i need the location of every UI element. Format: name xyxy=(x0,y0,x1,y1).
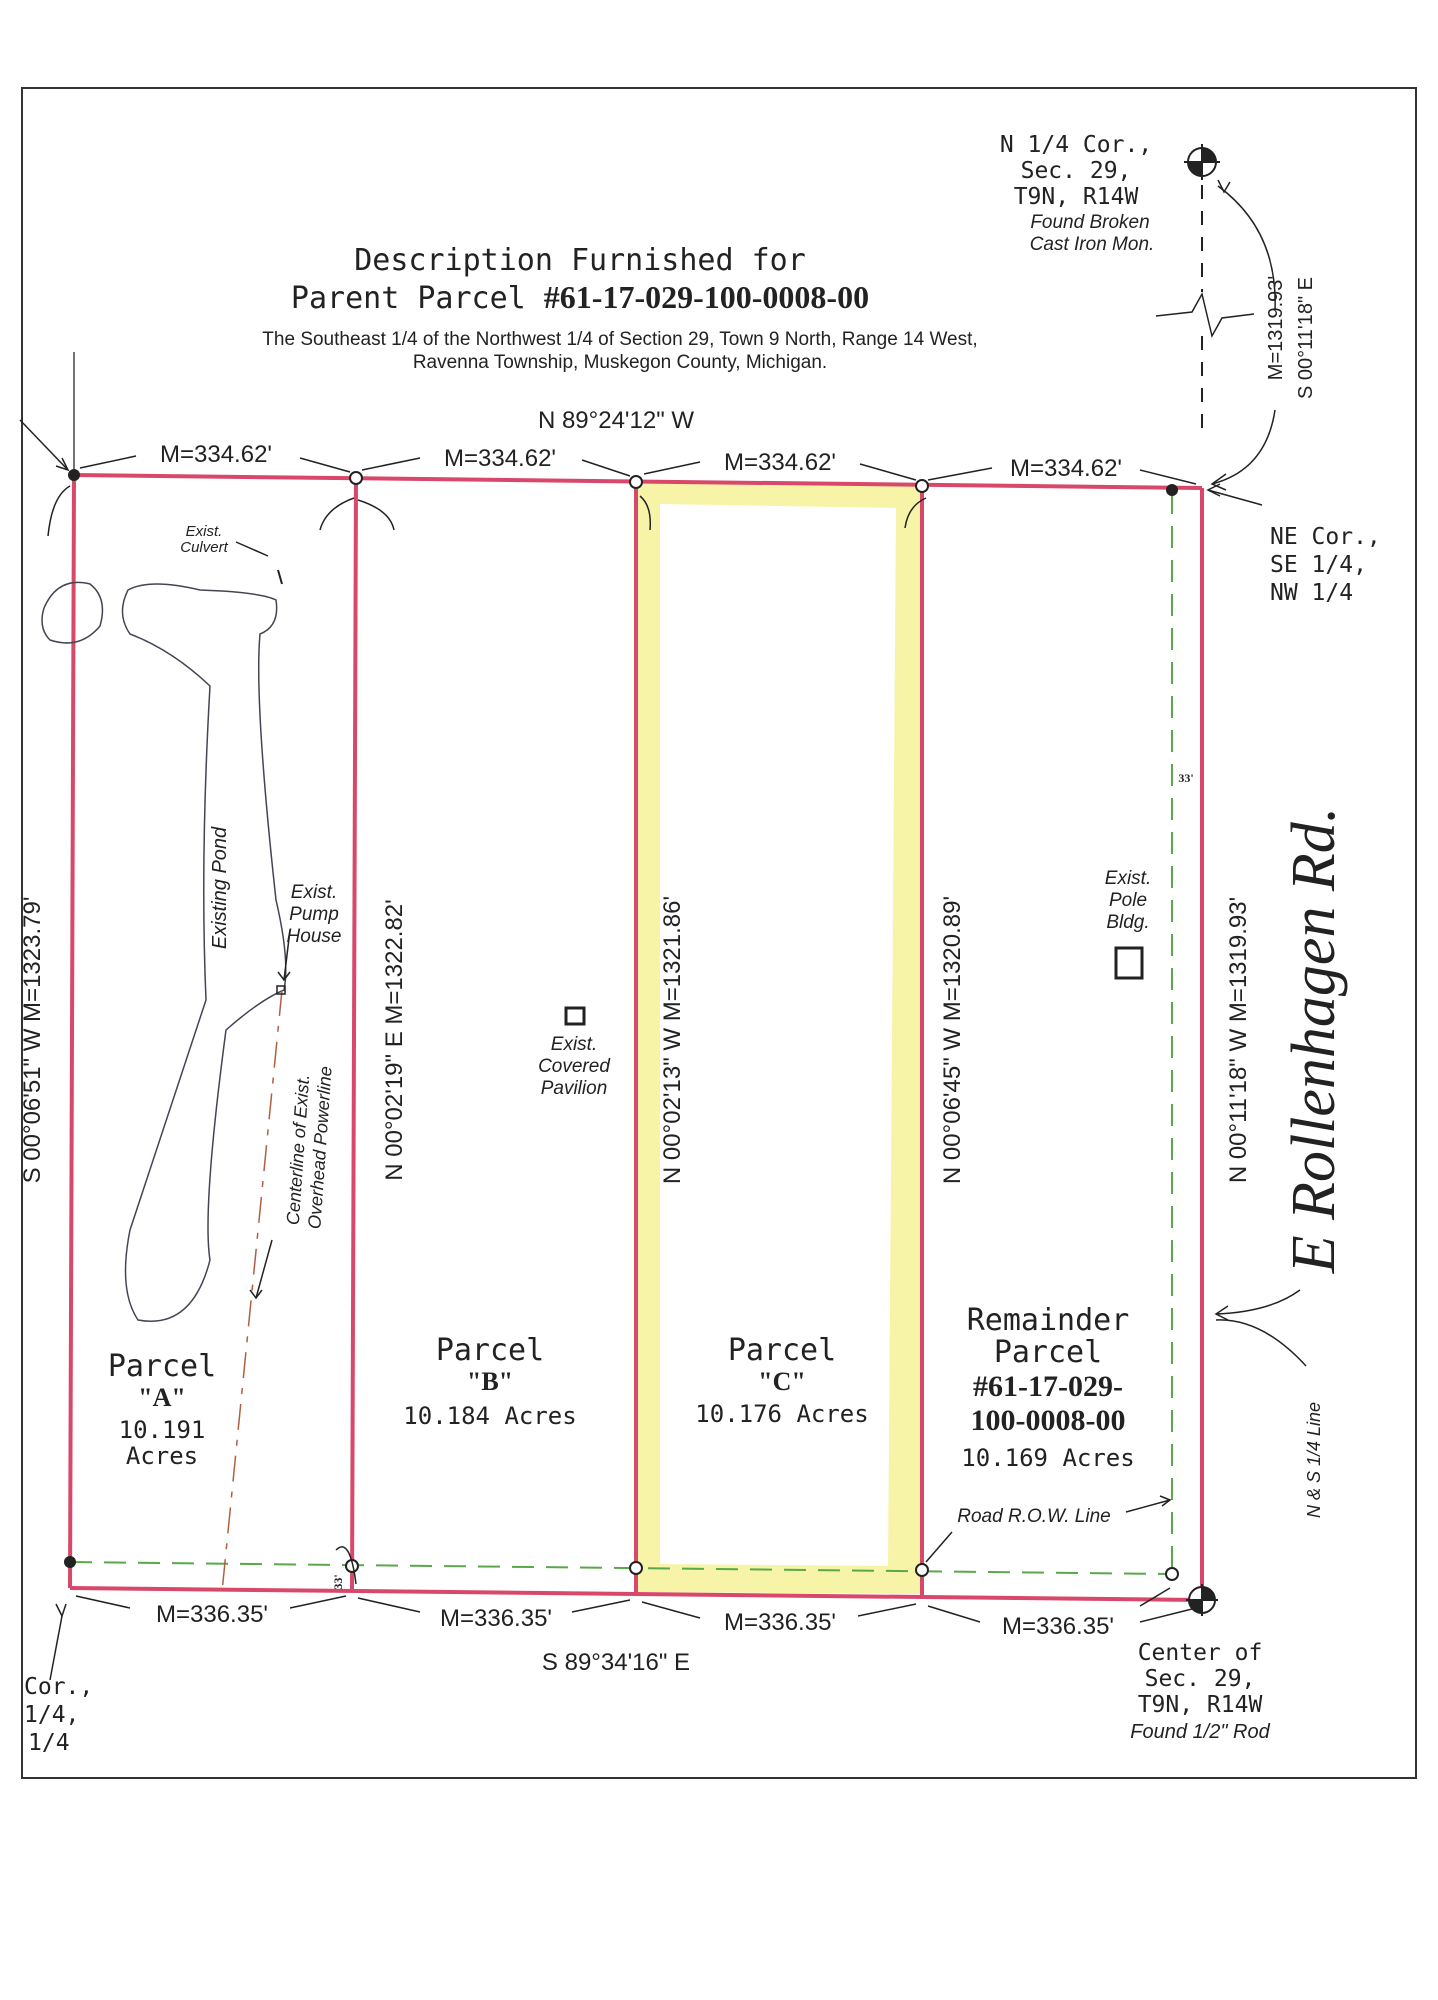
corner-sw-row xyxy=(64,1556,76,1568)
powerline-centerline xyxy=(222,990,282,1592)
east-line-label: N 00°11'18" W M=1319.93' xyxy=(1225,896,1252,1184)
n-quarter-corner-line2: Sec. 29, xyxy=(1020,158,1132,184)
description-line2: Ravenna Township, Muskegon County, Michigan. xyxy=(412,352,828,373)
parcel-a-letter: "A" xyxy=(138,1383,186,1412)
south-bearing: S 89°34'16" E xyxy=(541,1649,691,1676)
pump-house-label-3: House xyxy=(286,926,342,947)
pavilion-label-2: Covered xyxy=(538,1056,610,1077)
road-name: E Rollenhagen Rd. xyxy=(1280,806,1348,1274)
center-corner-line4: Found 1/2" Rod xyxy=(1130,1721,1270,1743)
pole-bldg-label-3: Bldg. xyxy=(1106,912,1150,933)
powerline-label-2: Overhead Powerline xyxy=(304,1065,336,1230)
culvert-label-1: Exist. xyxy=(185,523,223,540)
boundary-a-b xyxy=(352,478,356,1592)
corner-ab-north xyxy=(350,472,362,484)
parcel-a-acres-value: 10.191 xyxy=(118,1416,206,1444)
parcel-b-letter: "B" xyxy=(466,1367,514,1396)
n-quarter-corner-line3: T9N, R14W xyxy=(1013,184,1139,210)
pump-house-label-2: Pump xyxy=(289,904,339,925)
north-dist-b: M=334.62' xyxy=(444,445,556,472)
south-dist-a: M=336.35' xyxy=(156,1601,268,1628)
row-width-east: 33' xyxy=(1178,771,1194,785)
title-line1: Description Furnished for xyxy=(354,243,806,278)
parcel-b-acres: 10.184 Acres xyxy=(403,1402,577,1430)
pond-main-outline xyxy=(122,584,285,1321)
parcel-c-acres: 10.176 Acres xyxy=(695,1400,869,1428)
break-line xyxy=(1156,294,1254,336)
remainder-word1: Remainder xyxy=(966,1303,1130,1338)
parcel-b-word: Parcel xyxy=(435,1333,545,1368)
ne-corner-line1: NE Cor., xyxy=(1270,524,1381,550)
south-dist-b: M=336.35' xyxy=(440,1605,552,1632)
remainder-number2: 100-0008-00 xyxy=(970,1404,1126,1437)
east-section-bearing: S 00°11'18" E xyxy=(1295,277,1317,399)
powerline-label-1: Centerline of Exist. xyxy=(282,1073,314,1226)
pavilion-icon xyxy=(566,1008,584,1024)
corner-cr-north xyxy=(916,480,928,492)
ne-corner-line3: NW 1/4 xyxy=(1270,580,1354,606)
pond-label: Existing Pond xyxy=(209,826,231,950)
north-bearing: N 89°24'12" W xyxy=(537,407,695,434)
sw-corner-line2: 1/4, xyxy=(24,1702,80,1728)
center-corner-line1: Center of xyxy=(1137,1640,1263,1666)
corner-bc-north xyxy=(630,476,642,488)
quarter-line-label: N & S 1/4 Line xyxy=(1304,1401,1324,1519)
center-corner-line2: Sec. 29, xyxy=(1144,1666,1256,1692)
south-dist-c: M=336.35' xyxy=(724,1609,836,1636)
n-quarter-corner-line1: N 1/4 Cor., xyxy=(999,132,1153,158)
ne-corner-line2: SE 1/4, xyxy=(1270,552,1367,578)
corner-ne-row xyxy=(1166,484,1178,496)
pavilion-label-3: Pavilion xyxy=(540,1078,608,1099)
north-dist-a: M=334.62' xyxy=(160,441,272,468)
parcel-a-acres-unit: Acres xyxy=(125,1442,199,1470)
remainder-word2: Parcel xyxy=(993,1335,1103,1370)
pump-house-label-1: Exist. xyxy=(290,882,338,903)
n-quarter-corner-line4: Found Broken xyxy=(1030,212,1150,233)
pole-bldg-label-1: Exist. xyxy=(1104,868,1152,889)
n-quarter-corner-line5: Cast Iron Mon. xyxy=(1029,234,1155,255)
ab-line-label: N 00°02'19" E M=1322.82' xyxy=(381,899,408,1181)
north-dist-c: M=334.62' xyxy=(724,449,836,476)
row-width-south: 33' xyxy=(331,1574,345,1590)
description-line1: The Southeast 1/4 of the Northwest 1/4 of Section 29, Town 9 North, Range 14 West, xyxy=(262,329,978,350)
center-corner-line3: T9N, R14W xyxy=(1137,1692,1263,1718)
road-row-line-south xyxy=(70,1562,1172,1574)
parcel-a-word: Parcel xyxy=(107,1349,217,1384)
culvert-icon xyxy=(278,570,282,584)
bc-line-label: N 00°02'13" W M=1321.86' xyxy=(659,895,686,1185)
corner-nw xyxy=(68,469,80,481)
corner-cr-south xyxy=(916,1564,928,1576)
pavilion-label-1: Exist. xyxy=(550,1034,598,1055)
center-monument-icon xyxy=(1186,1584,1218,1616)
pole-bldg-label-2: Pole xyxy=(1108,890,1148,911)
remainder-number1: #61-17-029- xyxy=(973,1370,1123,1403)
road-row-label: Road R.O.W. Line xyxy=(957,1506,1111,1527)
title-line2: Parent Parcel #61-17-029-100-0008-00 xyxy=(290,279,870,316)
culvert-label-2: Culvert xyxy=(180,539,228,556)
parcel-c-letter: "C" xyxy=(758,1367,806,1396)
section-monument-icon xyxy=(1184,144,1220,180)
sw-corner-line3: 1/4 xyxy=(28,1730,70,1756)
pole-bldg-icon xyxy=(1116,948,1142,978)
north-dist-r: M=334.62' xyxy=(1010,455,1122,482)
east-section-distance: M=1319.93' xyxy=(1265,275,1287,381)
corner-se-row xyxy=(1166,1568,1178,1580)
parcel-c-word: Parcel xyxy=(727,1333,837,1368)
remainder-acres: 10.169 Acres xyxy=(961,1444,1135,1472)
south-dist-r: M=336.35' xyxy=(1002,1613,1114,1640)
sw-corner-line1: Cor., xyxy=(24,1674,94,1700)
cr-line-label: N 00°06'45" W M=1320.89' xyxy=(939,895,966,1185)
west-line-label: S 00°06'51" W M=1323.79' xyxy=(19,896,46,1184)
corner-bc-south xyxy=(630,1562,642,1574)
